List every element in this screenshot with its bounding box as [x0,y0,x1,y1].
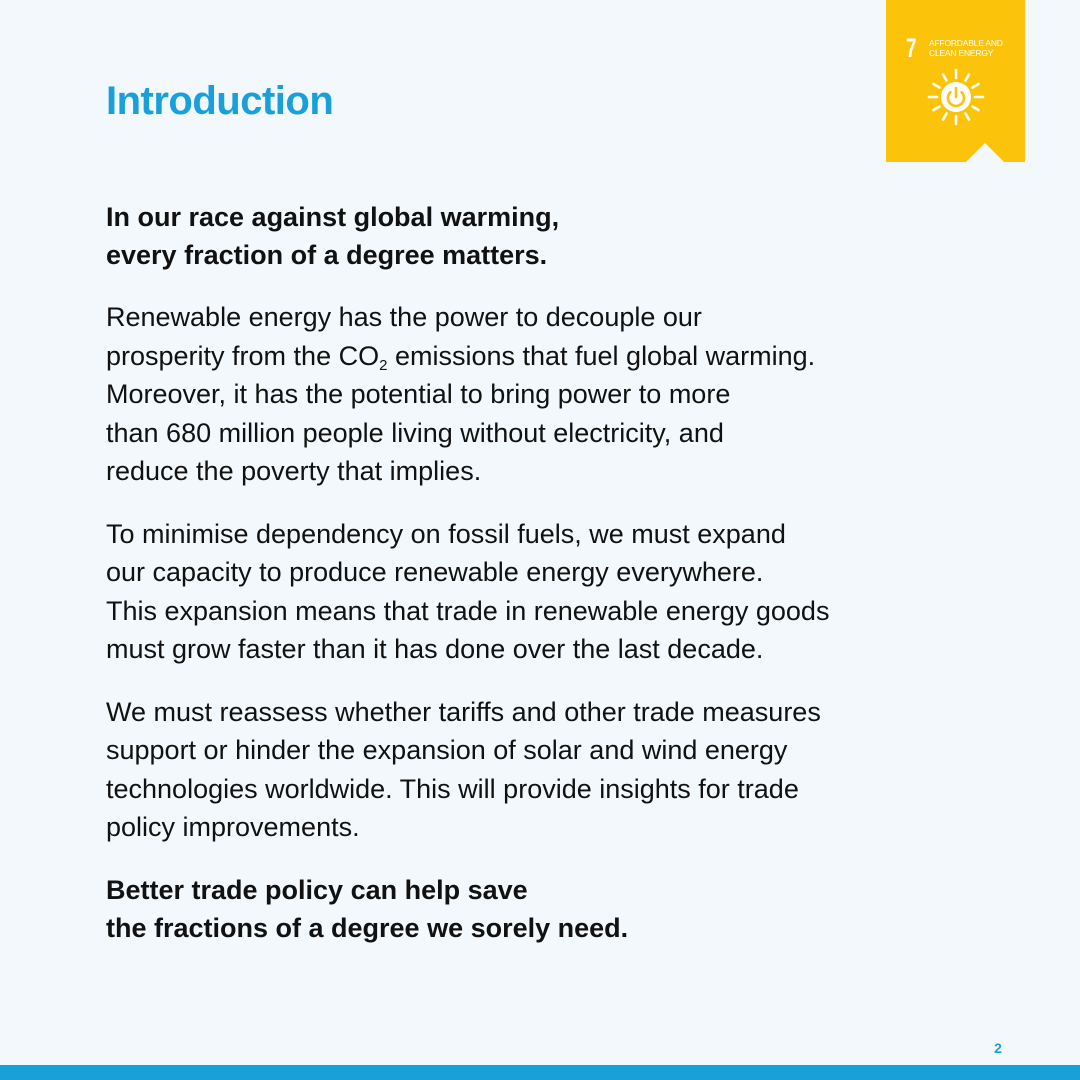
paragraph-line: Moreover, it has the potential to bring power to more [106,379,731,409]
closing-line: the fractions of a degree we sorely need. [106,912,629,943]
paragraph-fossil-fuels [106,515,946,669]
paragraph-line: must grow faster than it has done over the last decade. [106,634,764,664]
closing-line: Better trade policy can help save [106,874,528,905]
paragraph-line: emissions that fuel global warming. [387,340,816,371]
sdg-goal-label-line1: AFFORDABLE AND [929,38,1003,48]
paragraph-line: prosperity from the CO [106,340,380,371]
closing-statement [106,871,946,947]
lead-line: In our race against global warming, [106,202,560,232]
bottom-accent-bar [0,1065,1080,1080]
sdg-goal-label-line2: CLEAN ENERGY [929,48,994,58]
co2-subscript: 2 [379,356,388,374]
sun-power-icon [926,67,986,127]
paragraph-line: our capacity to produce renewable energy everywhere. [106,557,764,587]
lead-statement [106,198,946,274]
paragraph-line: To minimise dependency on fossil fuels, we must expand [106,518,786,549]
paragraph-line: This expansion means that trade in renewable energy goods [106,595,830,626]
paragraph-line: We must reassess whether tariffs and other trade measures [106,696,821,727]
sdg-goal-number: 7 [906,33,917,63]
page-number: 2 [994,1040,1002,1056]
paragraph-renewable-energy [106,298,946,491]
paragraph-line: Renewable energy has the power to decouple our [106,302,702,332]
sdg-badge-notch [966,143,1004,162]
paragraph-line: policy improvements. [106,812,360,842]
sdg-goal-label [929,38,1019,58]
paragraph-line: technologies worldwide. This will provide insights for trade [106,773,799,804]
page-title: Introduction [106,79,334,123]
lead-line: every fraction of a degree matters. [106,240,548,270]
paragraph-line: than 680 million people living without electricity, and [106,417,724,448]
paragraph-line: support or hinder the expansion of solar and wind energy [106,735,788,765]
paragraph-line: reduce the poverty that implies. [106,456,482,486]
intro-content [106,198,946,947]
paragraph-trade-measures [106,693,946,847]
sdg-goal-badge [886,0,1025,162]
